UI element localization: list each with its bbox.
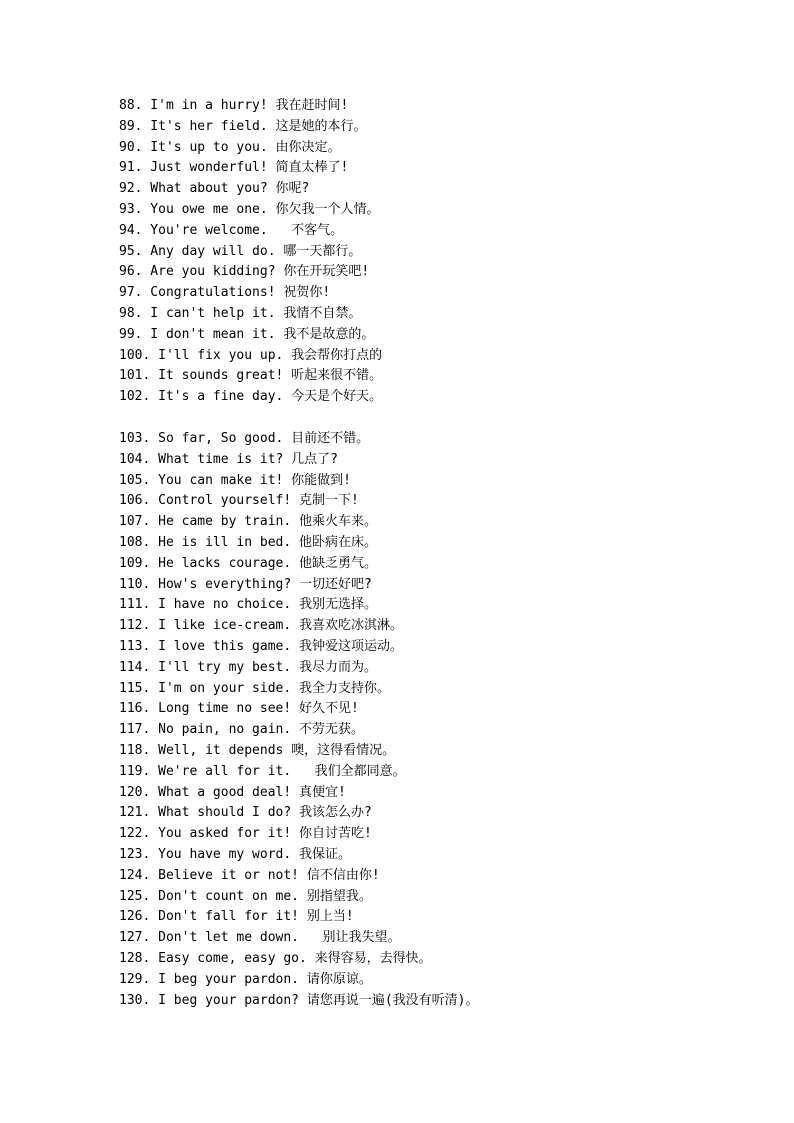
phrase-line: 129. I beg your pardon. 请你原谅。 xyxy=(119,971,372,987)
phrase-line: 115. I'm on your side. 我全力支持你。 xyxy=(119,680,391,696)
phrase-line: 117. No pain, no gain. 不劳无获。 xyxy=(119,722,365,738)
phrase-line: 110. How's everything? 一切还好吧? xyxy=(119,576,372,592)
phrase-list-block-2 xyxy=(119,429,479,1011)
phrase-line: 96. Are you kidding? 你在开玩笑吧! xyxy=(119,264,370,280)
phrase-line: 109. He lacks courage. 他缺乏勇气。 xyxy=(119,555,378,571)
phrase-line: 120. What a good deal! 真便宜! xyxy=(119,784,346,800)
phrase-line: 99. I don't mean it. 我不是故意的。 xyxy=(119,326,375,342)
phrase-line: 112. I like ice-cream. 我喜欢吃冰淇淋。 xyxy=(119,618,404,634)
phrase-line: 106. Control yourself! 克制一下! xyxy=(119,493,359,509)
phrase-line: 100. I'll fix you up. 我会帮你打点的 xyxy=(119,347,383,363)
phrase-line: 123. You have my word. 我保证。 xyxy=(119,846,352,862)
phrase-line: 126. Don't fall for it! 别上当! xyxy=(119,909,354,925)
phrase-line: 128. Easy come, easy go. 来得容易，去得快。 xyxy=(119,950,432,966)
phrase-line: 95. Any day will do. 哪一天都行。 xyxy=(119,243,362,259)
phrase-line: 98. I can't help it. 我情不自禁。 xyxy=(119,305,362,321)
phrase-line: 103. So far, So good. 目前还不错。 xyxy=(119,431,370,446)
phrase-line: 91. Just wonderful! 简直太棒了! xyxy=(119,160,349,176)
phrase-line: 89. It's her field. 这是她的本行。 xyxy=(119,118,367,134)
phrase-line: 127. Don't let me down. 别让我失望。 xyxy=(119,930,401,946)
phrase-line: 130. I beg your pardon? 请您再说一遍(我没有听清)。 xyxy=(119,992,479,1008)
phrase-line: 119. We're all for it. 我们全都同意。 xyxy=(119,763,406,779)
phrase-line: 88. I'm in a hurry! 我在赶时间! xyxy=(119,98,349,113)
phrase-line: 90. It's up to you. 由你决定。 xyxy=(119,139,341,155)
phrase-line: 108. He is ill in bed. 他卧病在床。 xyxy=(119,534,378,550)
phrase-line: 105. You can make it! 你能做到! xyxy=(119,472,352,488)
phrase-line: 94. You're welcome. 不客气。 xyxy=(119,222,344,238)
phrase-list-block-1 xyxy=(119,96,382,408)
phrase-line: 118. Well, it depends 噢，这得看情况。 xyxy=(119,742,396,758)
phrase-line: 113. I love this game. 我钟爱这项运动。 xyxy=(119,638,404,654)
phrase-line: 116. Long time no see! 好久不见! xyxy=(119,701,359,717)
phrase-line: 124. Believe it or not! 信不信由你! xyxy=(119,867,380,883)
phrase-line: 104. What time is it? 几点了? xyxy=(119,451,339,467)
phrase-line: 101. It sounds great! 听起来很不错。 xyxy=(119,368,383,384)
phrase-line: 114. I'll try my best. 我尽力而为。 xyxy=(119,659,378,675)
phrase-line: 111. I have no choice. 我别无选择。 xyxy=(119,597,378,613)
phrase-line: 107. He came by train. 他乘火车来。 xyxy=(119,514,378,530)
phrase-line: 93. You owe me one. 你欠我一个人情。 xyxy=(119,201,380,217)
phrase-line: 92. What about you? 你呢? xyxy=(119,181,310,197)
phrase-line: 102. It's a fine day. 今天是个好天。 xyxy=(119,389,383,405)
phrase-line: 121. What should I do? 我该怎么办? xyxy=(119,805,372,821)
phrase-line: 97. Congratulations! 祝贺你! xyxy=(119,285,331,301)
phrase-line: 125. Don't count on me. 别指望我。 xyxy=(119,888,372,904)
phrase-line: 122. You asked for it! 你自讨苦吃! xyxy=(119,826,372,842)
